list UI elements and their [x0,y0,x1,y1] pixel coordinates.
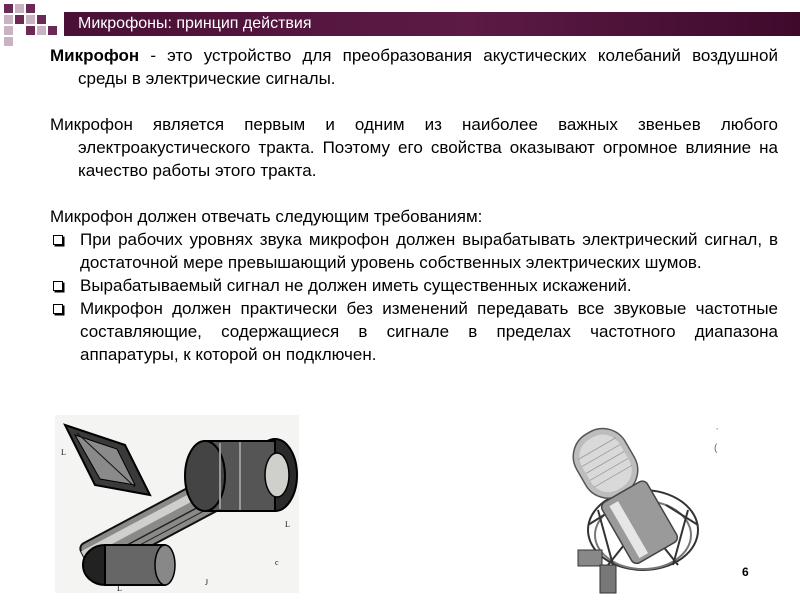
decor-square [15,4,24,13]
decor-square [4,4,13,13]
svg-text:L: L [117,584,122,593]
svg-text:(: ( [714,443,718,454]
slide-title: Микрофоны: принцип действия [78,15,312,32]
svg-text:c: c [275,558,279,567]
svg-text:L: L [285,520,290,529]
slide-body [50,44,778,366]
decor-square [48,26,57,35]
decor-square [4,15,13,24]
decor-square [26,15,35,24]
decor-square [37,26,46,35]
definition-paragraph [50,44,778,90]
svg-text:,: , [716,422,719,431]
decor-square [26,26,35,35]
svg-text:L: L [61,448,66,457]
checkbox-bullet-icon [53,235,63,245]
definition-text: - это устройство для преобразования акустических колебаний воздушной среды в электрические сигналы. [78,46,778,88]
decor-square [37,15,46,24]
requirements-list [50,228,778,366]
list-item: Микрофон должен практически без изменений передавать все звуковые частотные составляющие, содержащиеся в сигнале в пределах частотного диапазона аппаратуры, к которой он подключен. [50,297,778,366]
list-item: При рабочих уровнях звука микрофон должен вырабатывать электрический сигнал, в достаточной мере превышающий уровень собственных электрических шумов. [50,228,778,274]
vintage-microphone-illustration [55,415,299,593]
decor-square [26,4,35,13]
checkbox-bullet-icon [53,304,63,314]
list-item: Вырабатываемый сигнал не должен иметь существенных искажений. [50,274,778,297]
requirements-intro: Микрофон должен отвечать следующим требованиям: [50,207,483,226]
decor-square [4,26,13,35]
checkbox-bullet-icon [53,281,63,291]
svg-text:J: J [205,578,209,587]
decor-square [4,37,13,46]
studio-condenser-microphone-photo [548,415,723,595]
importance-paragraph: Микрофон является первым и одним из наиболее важных звеньев любого электроакустического тракта. Поэтому его свойства оказывают огромное влияние на качество работы этого тракта. [50,115,778,180]
slide-number: 6 [742,565,749,579]
definition-term: Микрофон [50,46,140,65]
decor-square [15,15,24,24]
